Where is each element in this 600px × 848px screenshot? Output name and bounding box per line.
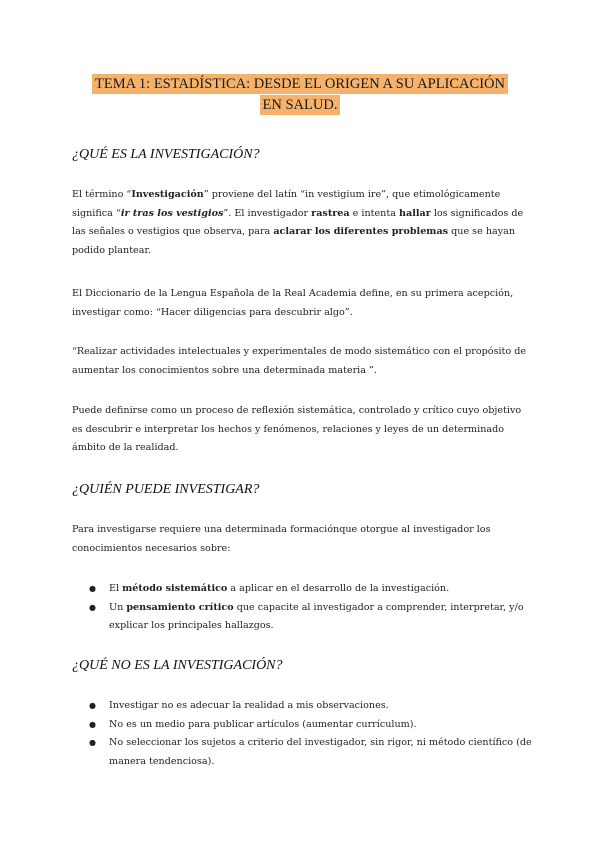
heading-que-es: ¿QUÉ ES LA INVESTIGACIÓN? bbox=[72, 147, 260, 162]
bullet-icon: ● bbox=[89, 584, 96, 593]
paragraph-etimologia: El término “Investigación” proviene del latín “in vestigium ire”, que etimológicamente significa “ir tras los vestigios”. El investigador rastrea e intenta hallar los significados de las señales o vestigios que observa, para aclarar los diferentes problemas que se hayan podido plantear. bbox=[72, 189, 524, 256]
list-conocimientos bbox=[72, 580, 532, 636]
paragraph-proceso: Puede definirse como un proceso de reflexión sistemática, controlado y crítico cuyo objetivo es descubrir e interpretar los hechos y fenómenos, relaciones y leyes de un determinado ámbito de la realidad. bbox=[72, 405, 522, 454]
bullet-icon: ● bbox=[89, 719, 96, 729]
bullet-icon: ● bbox=[89, 738, 96, 748]
paragraph-definicion: “Realizar actividades intelectuales y experimentales de modo sistemático con el propósito de aumentar los conocimientos sobre una determinada materia ”. bbox=[72, 346, 527, 376]
paragraph-formacion: Para investigarse requiere una determinada formaciónque otorgue al investigador los conocimientos necesarios sobre: bbox=[72, 524, 491, 554]
list-item: ● Investigar no es adecuar la realidad a mis observaciones. bbox=[72, 697, 532, 716]
document-title bbox=[0, 74, 600, 116]
heading-quien-puede: ¿QUIÉN PUEDE INVESTIGAR? bbox=[72, 482, 260, 497]
title-line-2: EN SALUD. bbox=[260, 95, 341, 115]
list-item: ● No seleccionar los sujetos a criterio del investigador, sin rigor, ni método científico (de manera tendenciosa). bbox=[72, 734, 532, 771]
list-item: ● No es un medio para publicar artículos (aumentar currículum). bbox=[72, 716, 532, 735]
paragraph-diccionario: El Diccionario de la Lengua Española de la Real Academia define, en su primera acepción, investigar como: “Hacer diligencias para descubrir algo”. bbox=[72, 288, 514, 318]
bullet-icon: ● bbox=[89, 602, 96, 612]
list-item: ● El método sistemático a aplicar en el desarrollo de la investigación. bbox=[72, 580, 532, 599]
list-que-no-es bbox=[72, 697, 532, 771]
heading-que-no-es: ¿QUÉ NO ES LA INVESTIGACIÓN? bbox=[72, 658, 283, 673]
bullet-icon: ● bbox=[89, 701, 96, 710]
title-line-1: TEMA 1: ESTADÍSTICA: DESDE EL ORIGEN A SU APLICACIÓN bbox=[92, 74, 508, 94]
list-item: ● Un pensamiento crítico que capacite al investigador a comprender, interpretar, y/o explicar los principales hallazgos. bbox=[72, 599, 532, 636]
